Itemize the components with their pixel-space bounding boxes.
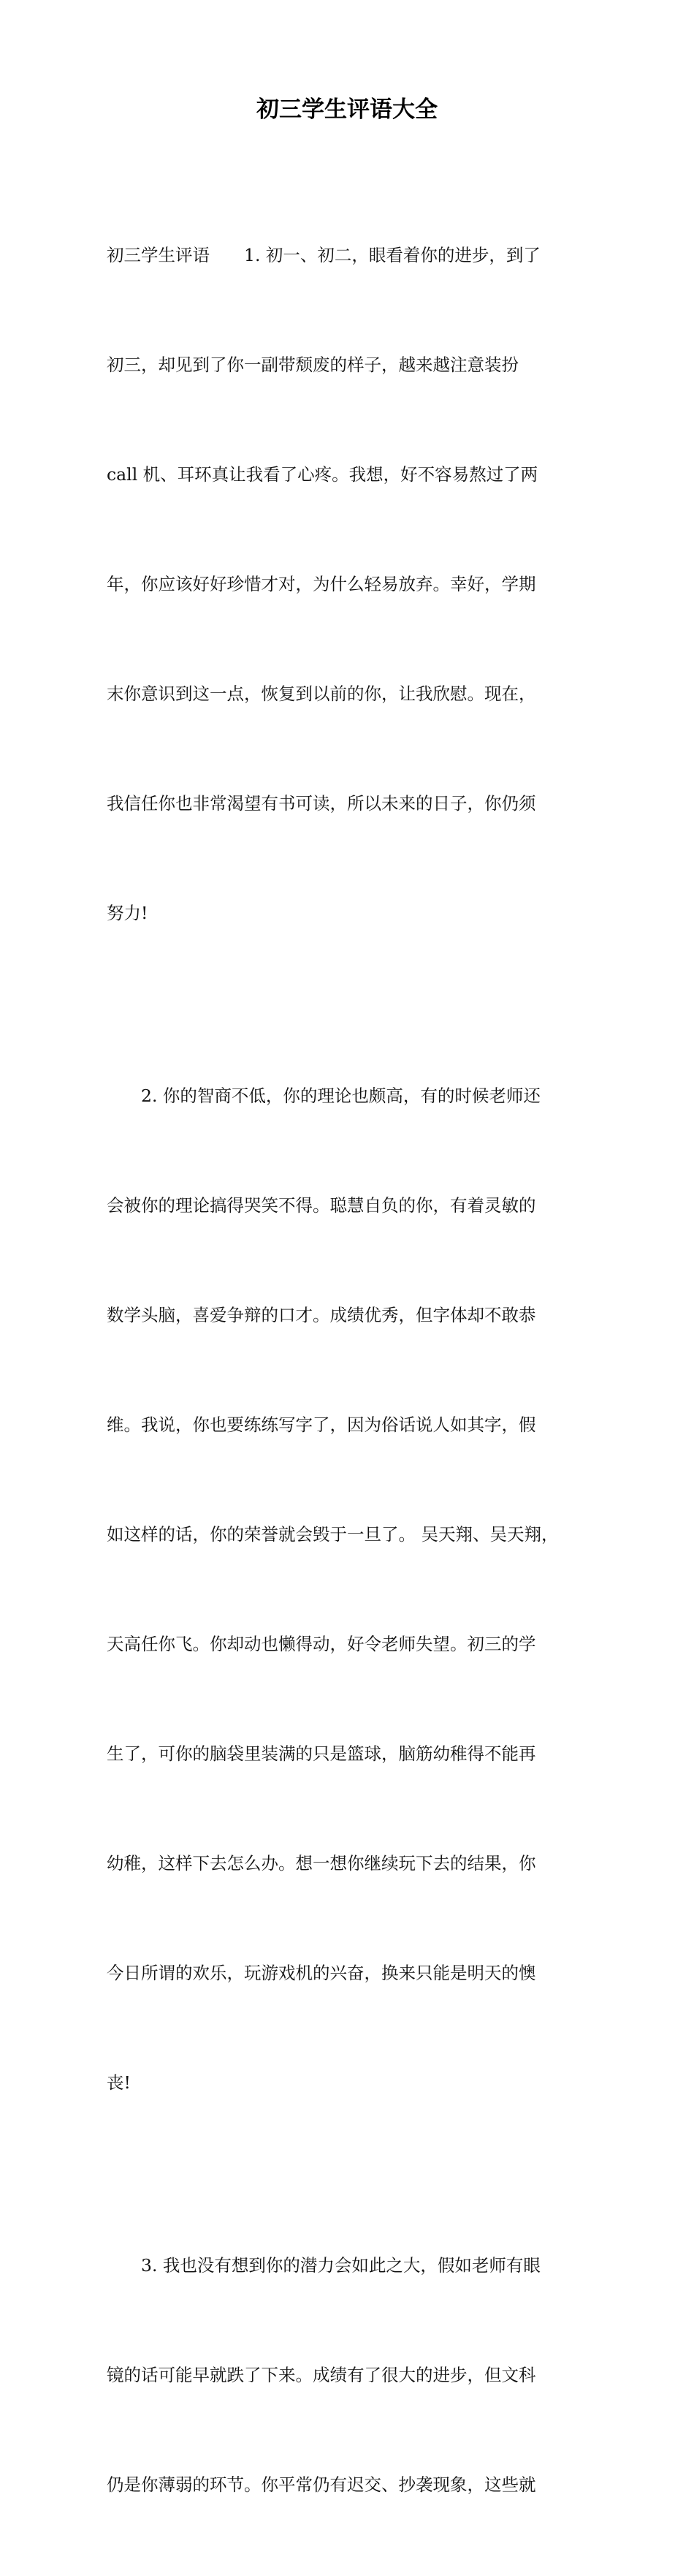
text-line: call 机、耳环真让我看了心疼。我想，好不容易熬过了两 <box>107 464 538 485</box>
text-line: 镜的话可能早就跌了下来。成绩有了很大的进步，但文科 <box>107 2365 536 2385</box>
document-body <box>107 164 595 2576</box>
text-line: 3. 我也没有想到你的潜力会如此之大，假如老师有眼 <box>141 2255 541 2276</box>
document-title: 初三学生评语大全 <box>256 96 438 123</box>
text-line: 幼稚，这样下去怎么办。想一想你继续玩下去的结果，你 <box>107 1853 536 1874</box>
text-line: 维。我说，你也要练练写字了，因为俗话说人如其字，假 <box>107 1414 536 1435</box>
text-line: 2. 你的智商不低，你的理论也颇高，有的时候老师还 <box>141 1086 541 1106</box>
text-line: 末你意识到这一点，恢复到以前的你，让我欣慰。现在， <box>107 683 536 704</box>
text-line: 天高任你飞。你却动也懒得动，好令老师失望。初三的学 <box>107 1634 536 1654</box>
text-line: 初三，却见到了你一副带颓废的样子，越来越注意装扮 <box>107 355 519 375</box>
text-line: 今日所谓的欢乐，玩游戏机的兴奋，换来只能是明天的懊 <box>107 1963 536 1983</box>
paragraph-1 <box>107 164 595 1004</box>
text-line: 努力! <box>107 903 148 923</box>
text-line: 仍是你薄弱的环节。你平常仍有迟交、抄袭现象，这些就 <box>107 2474 536 2495</box>
paragraph-2 <box>107 1004 595 2174</box>
text-line: 会被你的理论搞得哭笑不得。聪慧自负的你，有着灵敏的 <box>107 1195 536 1216</box>
text-line: 我信任你也非常渴望有书可读，所以未来的日子，你仍须 <box>107 793 536 814</box>
text-line: 丧! <box>107 2072 131 2093</box>
text-line: 初三学生评语 1. 初一、初二，眼看着你的进步，到了 <box>107 245 541 265</box>
text-line: 生了，可你的脑袋里装满的只是篮球，脑筋幼稚得不能再 <box>107 1743 536 1764</box>
paragraph-3 <box>107 2174 595 2576</box>
text-line: 数学头脑，喜爱争辩的口才。成绩优秀，但字体却不敢恭 <box>107 1305 536 1325</box>
text-line: 如这样的话，你的荣誉就会毁于一旦了。 吴天翔、吴天翔， <box>107 1524 559 1545</box>
text-line: 年，你应该好好珍惜才对，为什么轻易放弃。幸好，学期 <box>107 574 536 594</box>
